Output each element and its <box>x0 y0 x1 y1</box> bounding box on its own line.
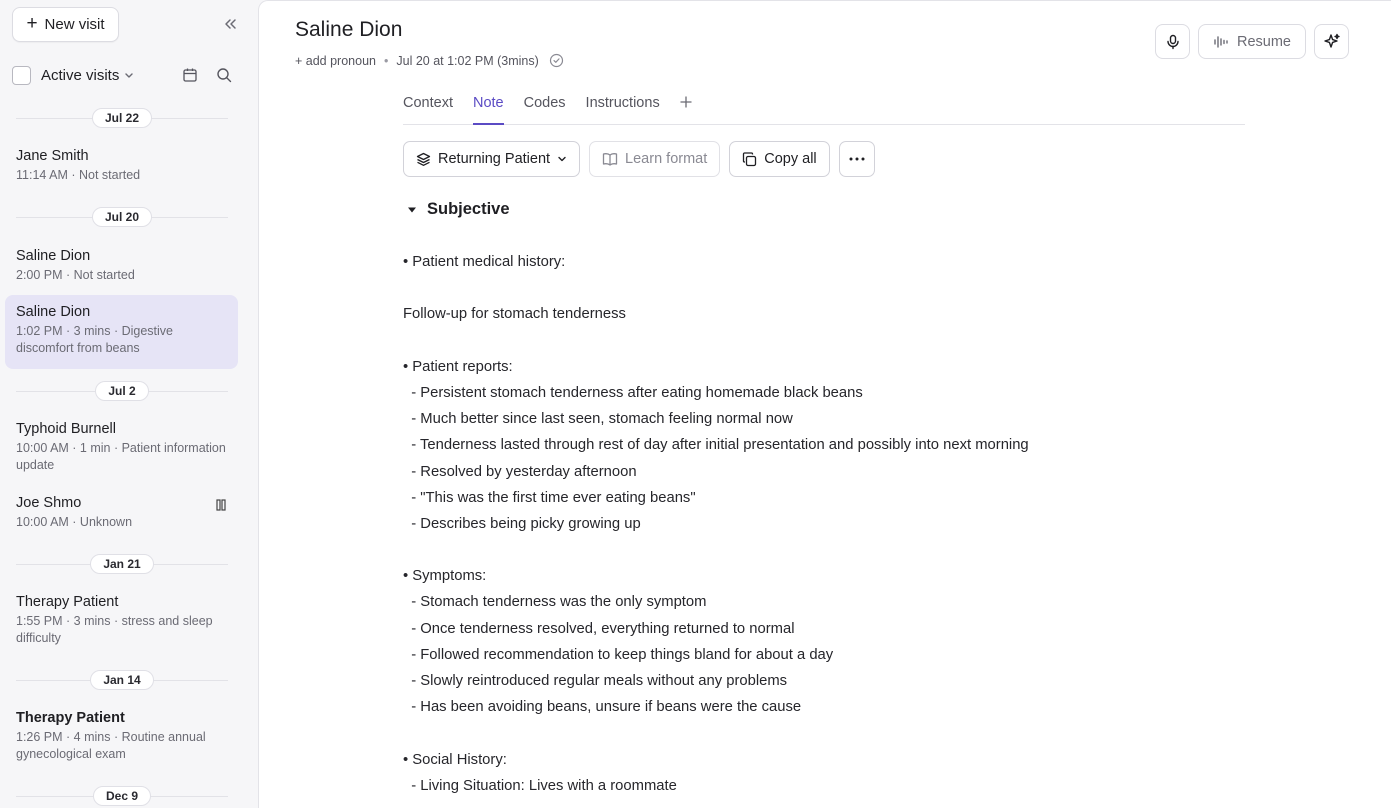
date-pill: Dec 9 <box>93 786 151 806</box>
note-line: - Stomach tenderness was the only symptom <box>403 594 707 611</box>
visit-item[interactable] <box>5 585 238 655</box>
sparkle-icon <box>1323 33 1341 51</box>
visit-meta-cont: update <box>16 458 55 472</box>
book-open-icon <box>602 152 618 166</box>
note-line: - Has been avoiding beans, unsure if beans were the cause <box>403 699 802 716</box>
visit-meta: 10:00 AM · 1 min · Patient information <box>16 441 226 455</box>
visit-meta: 10:00 AM · Unknown <box>16 515 133 529</box>
note-line: - Resolved by yesterday afternoon <box>403 463 637 480</box>
plus-icon: + <box>26 13 38 34</box>
date-separator <box>16 207 228 227</box>
visit-meta: 1:55 PM · 3 mins · stress and sleep <box>16 614 213 628</box>
visit-name: Jane Smith <box>16 148 89 164</box>
check-circle-icon <box>549 53 564 68</box>
chevrons-left-icon <box>223 17 237 31</box>
visit-item[interactable] <box>5 139 238 192</box>
microphone-button[interactable] <box>1155 24 1190 59</box>
page-title: Saline Dion <box>295 18 403 41</box>
visit-meta-cont: discomfort from beans <box>16 341 140 355</box>
layers-icon <box>416 152 431 167</box>
plus-icon <box>680 96 692 108</box>
visit-subheader <box>295 53 564 68</box>
add-tab-button[interactable] <box>680 89 692 124</box>
new-visit-button[interactable] <box>12 7 119 42</box>
note-line: - Much better since last seen, stomach feeling normal now <box>403 411 793 428</box>
date-separator <box>16 381 228 401</box>
ai-sparkle-button[interactable] <box>1314 24 1349 59</box>
note-line: - Followed recommendation to keep things bland for about a day <box>403 646 834 663</box>
visit-time: Jul 20 at 1:02 PM (3mins) <box>396 53 539 68</box>
note-content[interactable] <box>403 253 1263 803</box>
active-visits-dropdown[interactable] <box>41 67 134 84</box>
calendar-icon <box>182 67 198 83</box>
collapse-sidebar-button[interactable] <box>220 14 240 34</box>
learn-format-label: Learn format <box>625 151 708 167</box>
select-all-checkbox[interactable] <box>12 66 31 85</box>
active-visits-label: Active visits <box>41 66 120 84</box>
visit-meta: 1:02 PM · 3 mins · Digestive <box>16 324 173 338</box>
visit-item[interactable] <box>5 486 238 539</box>
copy-icon <box>742 152 757 167</box>
note-line: • Symptoms: <box>403 568 487 585</box>
visit-meta: 2:00 PM · Not started <box>16 268 135 282</box>
tab-codes[interactable]: Codes <box>523 95 566 111</box>
template-dropdown[interactable] <box>403 141 580 177</box>
visit-name: Joe Shmo <box>16 495 82 511</box>
dot-separator: • <box>383 53 389 68</box>
pause-icon <box>216 499 226 511</box>
date-pill: Jul 2 <box>95 381 148 401</box>
visit-name: Therapy Patient <box>16 710 125 726</box>
calendar-button[interactable] <box>180 65 200 85</box>
search-button[interactable] <box>214 65 234 85</box>
visit-item-selected[interactable] <box>5 295 238 369</box>
note-line: Follow-up for stomach tenderness <box>403 306 626 323</box>
note-line: • Patient medical history: <box>403 254 566 270</box>
visit-name: Therapy Patient <box>16 594 119 610</box>
template-label: Returning Patient <box>438 151 551 167</box>
sidebar <box>0 0 258 808</box>
visit-meta-cont: difficulty <box>16 631 61 645</box>
date-pill: Jan 21 <box>90 554 153 574</box>
note-line <box>403 541 1263 567</box>
filter-row <box>12 64 240 86</box>
note-line: - "This was the first time ever eating beans" <box>403 489 696 506</box>
date-pill: Jul 22 <box>92 108 152 128</box>
section-header-subjective[interactable] <box>407 200 510 219</box>
visit-meta: 11:14 AM · Not started <box>16 168 141 182</box>
note-line <box>403 279 1263 305</box>
waveform-icon <box>1213 35 1229 49</box>
copy-all-label: Copy all <box>764 151 817 167</box>
note-toolbar <box>403 141 875 177</box>
caret-down-icon <box>407 206 417 214</box>
note-line: - Living Situation: Lives with a roommate <box>403 777 677 794</box>
date-separator <box>16 670 228 690</box>
note-line: - Persistent stomach tenderness after eating homemade black beans <box>403 384 863 401</box>
tab-context[interactable]: Context <box>403 95 453 111</box>
more-options-button[interactable] <box>839 141 875 177</box>
date-separator <box>16 108 228 128</box>
resume-button[interactable] <box>1198 24 1306 59</box>
visit-status-button[interactable] <box>216 498 226 516</box>
note-line: - Once tenderness resolved, everything returned to normal <box>403 620 795 637</box>
copy-all-button[interactable] <box>729 141 829 177</box>
note-line: - Describes being picky growing up <box>403 515 641 532</box>
date-separator <box>16 554 228 574</box>
visit-meta-cont: gynecological exam <box>16 747 126 761</box>
new-visit-label: New visit <box>44 16 105 33</box>
visit-item[interactable] <box>5 239 238 292</box>
visit-meta: 1:26 PM · 4 mins · Routine annual <box>16 730 206 744</box>
top-actions <box>1155 24 1349 59</box>
note-line: - Slowly reintroduced regular meals without any problems <box>403 673 788 689</box>
note-line: - Tenderness lasted through rest of day after initial presentation and possibly into next morning <box>403 437 1029 454</box>
search-icon <box>216 67 232 83</box>
tab-instructions[interactable]: Instructions <box>585 95 660 111</box>
visit-item[interactable] <box>5 701 238 771</box>
note-line: • Social History: <box>403 751 507 768</box>
note-line: • Patient reports: <box>403 358 513 375</box>
visit-item[interactable] <box>5 412 238 482</box>
main-panel <box>258 0 1391 808</box>
chevron-down-icon <box>124 70 134 80</box>
visit-name: Saline Dion <box>16 248 91 264</box>
note-line <box>403 724 1263 750</box>
note-tabs <box>403 89 1245 125</box>
microphone-icon <box>1165 34 1181 50</box>
more-horizontal-icon <box>849 157 865 161</box>
add-pronoun-link[interactable]: + add pronoun <box>295 53 376 68</box>
visit-name: Saline Dion <box>16 304 91 320</box>
section-title: Subjective <box>427 200 510 218</box>
resume-label: Resume <box>1237 33 1291 50</box>
date-pill: Jul 20 <box>92 207 152 227</box>
chevron-down-icon <box>557 154 567 164</box>
visit-name: Typhoid Burnell <box>16 421 116 437</box>
date-pill: Jan 14 <box>90 670 153 690</box>
date-separator <box>16 786 228 806</box>
note-line <box>403 332 1263 358</box>
learn-format-button[interactable] <box>589 141 720 177</box>
tab-note[interactable]: Note <box>473 89 504 125</box>
